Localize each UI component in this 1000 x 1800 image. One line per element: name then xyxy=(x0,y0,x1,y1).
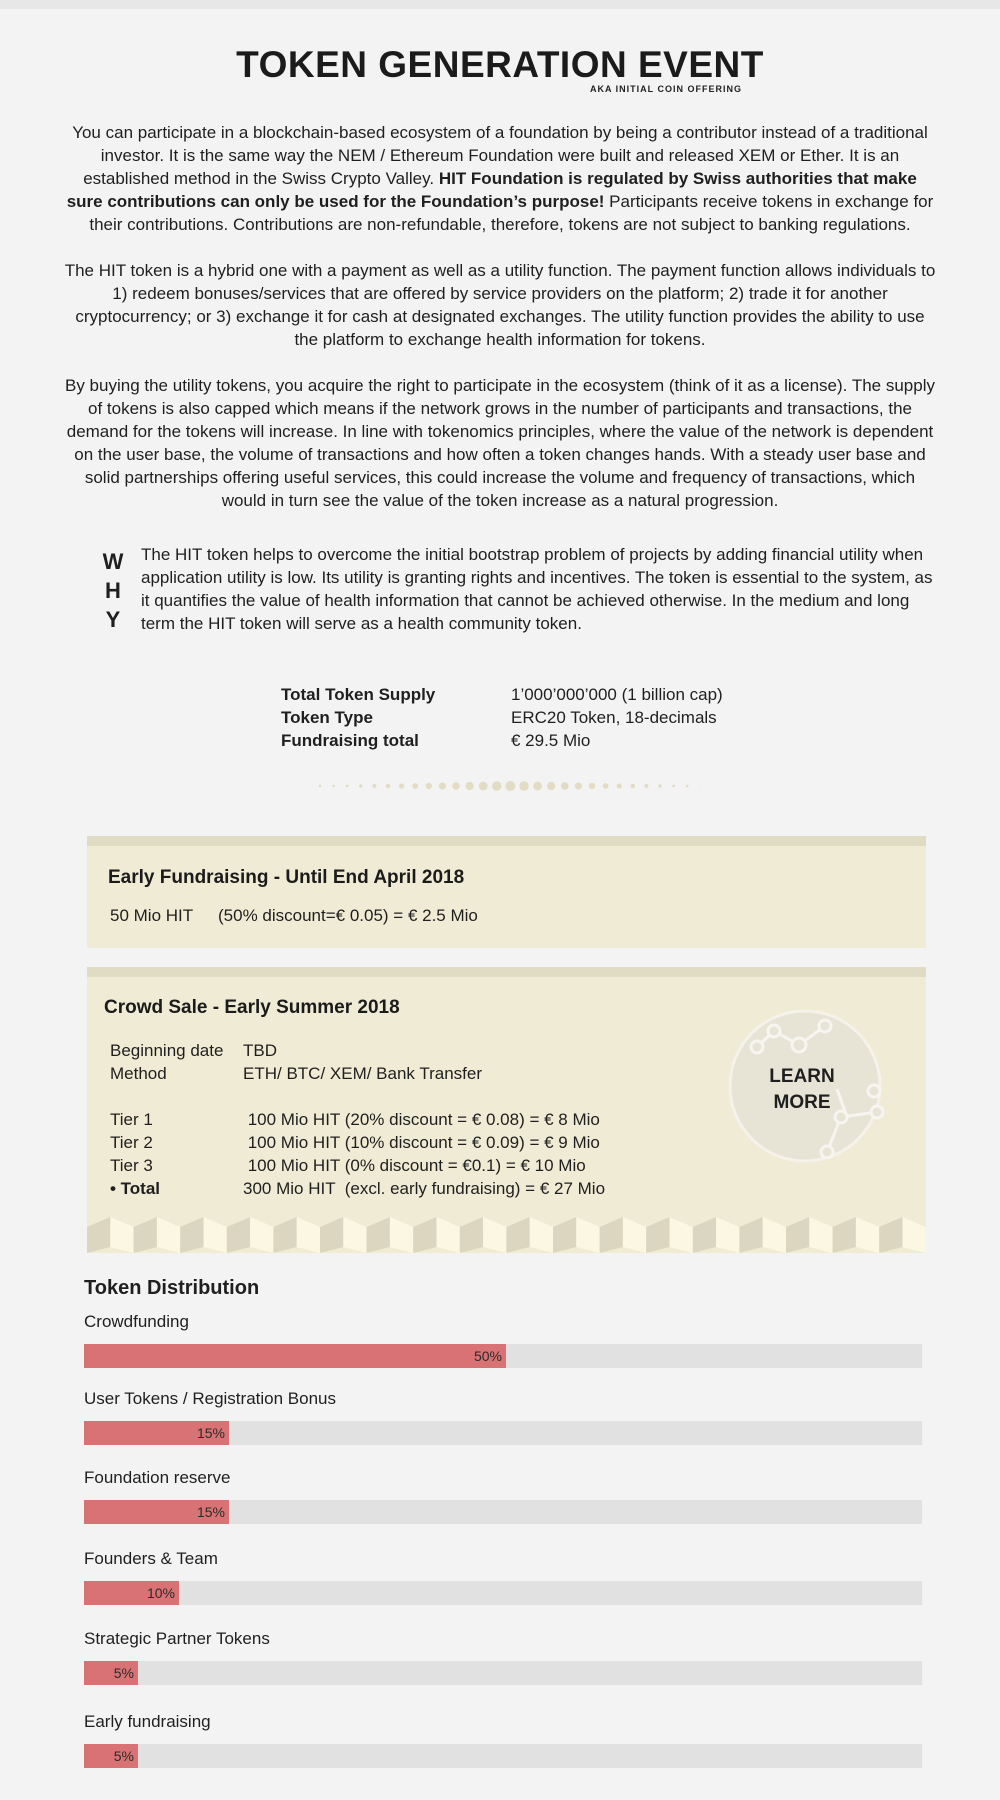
divider-dot xyxy=(332,785,335,788)
zigzag-segment xyxy=(856,1217,879,1253)
distribution-percent-label: 50% xyxy=(473,1348,502,1364)
fact-value: ERC20 Token, 18-decimals xyxy=(511,708,717,727)
zigzag-segment xyxy=(763,1217,786,1253)
divider-dot xyxy=(426,783,432,789)
zigzag-segment xyxy=(623,1217,646,1253)
divider-dot xyxy=(700,785,701,788)
learn-more-label[interactable] xyxy=(727,1064,877,1116)
zigzag-segment xyxy=(670,1217,693,1253)
why-text: The HIT token helps to overcome the initial bootstrap problem of projects by adding financial utility when application utility is low. Its utility is granting rights and incentives. The token is essential to the system, as it quantifies the value of health information that cannot be achieved otherwise. In the medium and long term the HIT token will serve as a health community token. xyxy=(141,545,933,633)
zigzag-segment xyxy=(157,1217,180,1253)
zigzag-segment xyxy=(460,1217,483,1253)
zigzag-segment xyxy=(879,1217,902,1253)
zigzag-segment xyxy=(367,1217,390,1253)
crowd-label: Beginning date xyxy=(110,1041,224,1060)
crowd-label: Method xyxy=(110,1064,167,1083)
divider-dot xyxy=(359,784,362,787)
crowd-row xyxy=(110,1131,670,1154)
crowd-value: TBD xyxy=(243,1041,277,1060)
distribution-label: Strategic Partner Tokens xyxy=(84,1629,270,1648)
crowd-label: Tier 3 xyxy=(110,1156,153,1175)
fact-row xyxy=(281,706,781,729)
fact-row xyxy=(281,683,781,706)
crowd-row xyxy=(110,1154,670,1177)
zigzag-segment xyxy=(134,1217,157,1253)
distribution-label: User Tokens / Registration Bonus xyxy=(84,1389,336,1408)
fact-label: Fundraising total xyxy=(281,731,419,750)
zigzag-segment xyxy=(437,1217,460,1253)
divider-dot xyxy=(644,784,648,788)
intro-paragraph-3: By buying the utility tokens, you acquire the right to participate in the ecosystem (think of it as a license). The supply of tokens is also capped which means if the network grows in the number of participants and transactions, the demand for the tokens will increase. In line with tokenomics principles, where the value of the network is dependent on the user base, the volume of transactions and how often a token changes hands. With a steady user base and solid partnerships offering useful services, this could increase the volume and frequency of transactions, which would in turn see the value of the token increase as a natural progression. xyxy=(65,376,935,510)
intro-paragraph-1 xyxy=(64,121,936,236)
crowd-label xyxy=(110,1085,243,1108)
intro-p1-bold: HIT Foundation is regulated by Swiss authorities that make sure contributions can only be used for the Foundation’s purpose! xyxy=(66,169,917,211)
distribution-percent-label: 15% xyxy=(196,1504,225,1520)
crowd-label: Tier 1 xyxy=(110,1110,153,1129)
divider-dot xyxy=(466,782,474,790)
divider-dot xyxy=(386,784,391,789)
zigzag-segment xyxy=(530,1217,553,1253)
distribution-label: Early fundraising xyxy=(84,1712,211,1731)
distribution-label: Foundation reserve xyxy=(84,1468,231,1487)
crowd-value: ETH/ BTC/ XEM/ Bank Transfer xyxy=(243,1064,483,1083)
divider-dot xyxy=(658,784,661,787)
box-stripe xyxy=(87,967,926,977)
zigzag-segment xyxy=(413,1217,436,1253)
why-letter: H xyxy=(105,578,121,603)
early-fundraising-amount: 50 Mio HIT xyxy=(110,906,194,925)
zigzag-segment xyxy=(204,1217,227,1253)
crowd-value: 300 Mio HIT (excl. early fundraising) = € 27 Mio xyxy=(243,1179,606,1198)
crowd-sale-box xyxy=(87,967,926,1253)
fact-label: Total Token Supply xyxy=(281,685,436,704)
distribution-label: Crowdfunding xyxy=(84,1312,189,1331)
zigzag-border xyxy=(87,1217,926,1253)
distribution-bar-fill xyxy=(84,1344,506,1368)
why-letter: Y xyxy=(105,607,121,632)
crowd-sale-title: Crowd Sale - Early Summer 2018 xyxy=(104,997,400,1018)
zigzag-segment xyxy=(809,1217,832,1253)
crowd-label: • Total xyxy=(110,1179,161,1198)
crowd-row-total xyxy=(110,1177,670,1200)
fact-row xyxy=(281,729,781,752)
dotted-divider xyxy=(300,776,700,796)
zigzag-segment xyxy=(833,1217,856,1253)
distribution-bar-track xyxy=(84,1744,922,1768)
box-stripe xyxy=(87,836,926,846)
page-title: TOKEN GENERATION EVENT xyxy=(236,44,764,85)
crowd-value: 100 Mio HIT (10% discount = € 0.09) = € 9 Mio xyxy=(243,1133,600,1152)
fact-label: Token Type xyxy=(281,708,373,727)
distribution-percent-label: 15% xyxy=(196,1425,225,1441)
divider-dot xyxy=(492,781,501,790)
divider-dot xyxy=(617,783,622,788)
distribution-bar-track xyxy=(84,1581,922,1605)
early-fundraising-box xyxy=(87,836,926,948)
zigzag-segment xyxy=(483,1217,506,1253)
divider-dot xyxy=(631,784,636,789)
divider-dot xyxy=(547,782,555,790)
crowd-row-spacer xyxy=(110,1085,670,1108)
learn-more-line-1[interactable]: LEARN xyxy=(769,1066,835,1087)
zigzag-segment xyxy=(273,1217,296,1253)
zigzag-segment xyxy=(250,1217,273,1253)
zigzag-segment xyxy=(646,1217,669,1253)
zigzag-segment xyxy=(693,1217,716,1253)
fact-value: 1’000’000’000 (1 billion cap) xyxy=(511,685,723,704)
intro-paragraph-2: The HIT token is a hybrid one with a payment as well as a utility function. The payment function allows individuals to 1) redeem bonuses/services that are offered by service providers on the platform; 2) trade it for another cryptocurrency; or 3) exchange it for cash at designated exchanges. The utility function provides the ability to use the platform to exchange health information for tokens. xyxy=(64,261,936,349)
top-bar xyxy=(0,0,1000,9)
learn-more-button[interactable] xyxy=(727,1007,887,1167)
crowd-sale-table xyxy=(110,1039,670,1200)
divider-dot xyxy=(346,785,349,788)
distribution-bar-track xyxy=(84,1344,922,1368)
zigzag-segment xyxy=(553,1217,576,1253)
distribution-bar-track xyxy=(84,1661,922,1685)
learn-more-line-2[interactable]: MORE xyxy=(773,1092,831,1113)
zigzag-segment xyxy=(600,1217,623,1253)
token-distribution-title: Token Distribution xyxy=(84,1277,260,1299)
page-subtitle: AKA INITIAL COIN OFFERING xyxy=(590,84,742,94)
distribution-percent-label: 5% xyxy=(113,1748,134,1764)
intro-p1-text-a: You can participate in a blockchain-based ecosystem of a foundation by being a contributor instead of a traditional investor. It is the same way the NEM / Ethereum Foundation were built and released XEM or Ether. It is an established method in the Swiss Crypto Valley. xyxy=(72,123,928,188)
divider-dot xyxy=(399,783,404,788)
crowd-row xyxy=(110,1039,670,1062)
crowd-value: 100 Mio HIT (20% discount = € 0.08) = € 8 Mio xyxy=(243,1110,600,1129)
distribution-bar-track xyxy=(84,1500,922,1524)
divider-dot xyxy=(561,782,569,790)
zigzag-segment xyxy=(297,1217,320,1253)
crowd-row xyxy=(110,1062,670,1085)
fact-value: € 29.5 Mio xyxy=(511,731,591,750)
early-fundraising-title: Early Fundraising - Until End April 2018 xyxy=(108,867,465,888)
divider-dot xyxy=(603,783,609,789)
crowd-value: 100 Mio HIT (0% discount = €0.1) = € 10 Mio xyxy=(243,1156,586,1175)
divider-dot xyxy=(452,782,460,790)
divider-dot xyxy=(479,782,488,791)
zigzag-segment xyxy=(903,1217,926,1253)
divider-dot xyxy=(372,784,376,788)
early-fundraising-detail: (50% discount=€ 0.05) = € 2.5 Mio xyxy=(218,906,478,925)
divider-dot xyxy=(519,781,528,790)
distribution-bar-track xyxy=(84,1421,922,1445)
divider-dot xyxy=(533,782,542,791)
zigzag-segment xyxy=(110,1217,133,1253)
divider-dot xyxy=(672,785,675,788)
zigzag-segment xyxy=(320,1217,343,1253)
why-letter: W xyxy=(102,549,124,574)
divider-dot xyxy=(575,783,582,790)
divider-dot xyxy=(412,783,418,789)
zigzag-segment xyxy=(343,1217,366,1253)
divider-dot xyxy=(439,783,446,790)
zigzag-segment xyxy=(506,1217,529,1253)
distribution-percent-label: 5% xyxy=(113,1665,134,1681)
zigzag-segment xyxy=(576,1217,599,1253)
zigzag-segment xyxy=(390,1217,413,1253)
divider-dot xyxy=(686,785,689,788)
zigzag-segment xyxy=(716,1217,739,1253)
why-heading xyxy=(100,547,126,634)
zigzag-segment xyxy=(87,1217,110,1253)
zigzag-segment xyxy=(227,1217,250,1253)
crowd-label: Tier 2 xyxy=(110,1133,153,1152)
zigzag-segment xyxy=(786,1217,809,1253)
token-facts xyxy=(281,683,781,752)
divider-dot xyxy=(589,783,595,789)
distribution-label: Founders & Team xyxy=(84,1549,218,1568)
intro-p1-text-b: Participants receive tokens in exchange for their contributions. Contributions are non-refundable, therefore, tokens are not subject to banking regulations. xyxy=(89,192,934,234)
divider-dot xyxy=(319,785,322,788)
zigzag-segment xyxy=(180,1217,203,1253)
divider-dot xyxy=(505,781,515,791)
zigzag-segment xyxy=(739,1217,762,1253)
crowd-row xyxy=(110,1108,670,1131)
distribution-percent-label: 10% xyxy=(146,1585,175,1601)
